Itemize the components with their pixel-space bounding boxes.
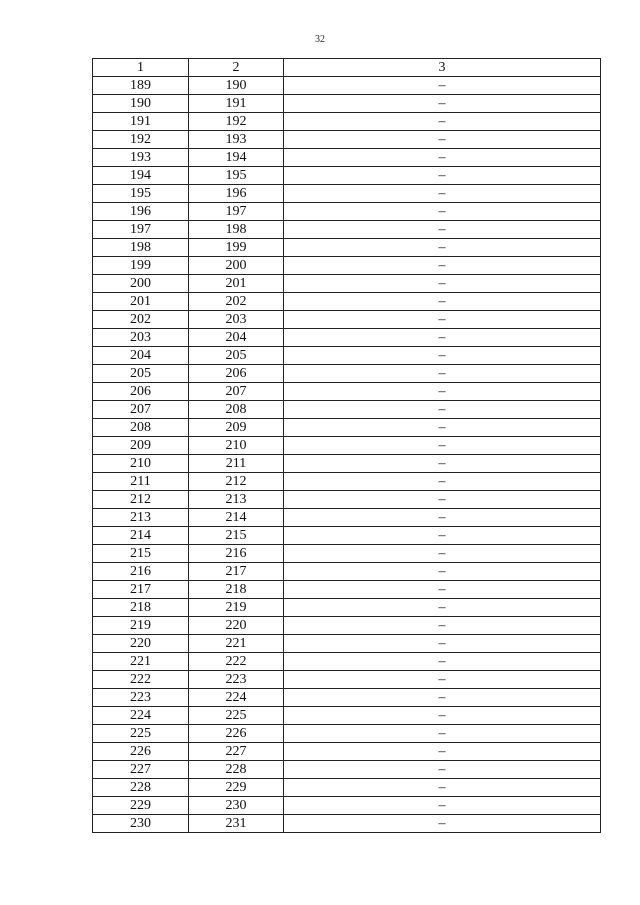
table-row xyxy=(93,635,601,653)
table-row xyxy=(93,329,601,347)
table-cell-col1: 207 xyxy=(93,401,189,419)
table-cell-col2: 220 xyxy=(189,617,284,635)
table-row xyxy=(93,293,601,311)
table-cell-col2: 216 xyxy=(189,545,284,563)
table-cell-col1: 206 xyxy=(93,383,189,401)
table-cell-col3: – xyxy=(284,401,601,419)
table-cell-col1: 225 xyxy=(93,725,189,743)
table-cell-col1: 200 xyxy=(93,275,189,293)
table-cell-col1: 228 xyxy=(93,779,189,797)
table-cell-col2: 196 xyxy=(189,185,284,203)
table-cell-col3: – xyxy=(284,419,601,437)
table-cell-col1: 221 xyxy=(93,653,189,671)
table-cell-col1: 214 xyxy=(93,527,189,545)
table-cell-col1: 216 xyxy=(93,563,189,581)
table-cell-col1: 213 xyxy=(93,509,189,527)
table-cell-col2: 215 xyxy=(189,527,284,545)
table-cell-col3: – xyxy=(284,185,601,203)
table-cell-col1: 230 xyxy=(93,815,189,833)
table-row xyxy=(93,725,601,743)
table-row xyxy=(93,77,601,95)
column-header-1: 1 xyxy=(93,59,189,77)
table-row xyxy=(93,95,601,113)
table-cell-col3: – xyxy=(284,707,601,725)
table-cell-col2: 222 xyxy=(189,653,284,671)
table-row xyxy=(93,689,601,707)
table-cell-col1: 226 xyxy=(93,743,189,761)
table-row xyxy=(93,671,601,689)
table-cell-col3: – xyxy=(284,113,601,131)
table-cell-col2: 203 xyxy=(189,311,284,329)
table-cell-col1: 208 xyxy=(93,419,189,437)
table-cell-col2: 210 xyxy=(189,437,284,455)
table-cell-col3: – xyxy=(284,635,601,653)
table-row xyxy=(93,311,601,329)
table-row xyxy=(93,221,601,239)
table-cell-col2: 190 xyxy=(189,77,284,95)
table-cell-col3: – xyxy=(284,527,601,545)
table-cell-col3: – xyxy=(284,203,601,221)
table-cell-col1: 205 xyxy=(93,365,189,383)
table-cell-col1: 202 xyxy=(93,311,189,329)
table-cell-col3: – xyxy=(284,149,601,167)
table-cell-col1: 195 xyxy=(93,185,189,203)
header-row xyxy=(93,59,601,77)
table-cell-col2: 219 xyxy=(189,599,284,617)
table-cell-col3: – xyxy=(284,311,601,329)
table-cell-col3: – xyxy=(284,689,601,707)
table-cell-col2: 192 xyxy=(189,113,284,131)
table-cell-col2: 194 xyxy=(189,149,284,167)
table-cell-col2: 202 xyxy=(189,293,284,311)
table-cell-col3: – xyxy=(284,779,601,797)
table-row xyxy=(93,509,601,527)
table-cell-col2: 225 xyxy=(189,707,284,725)
table-cell-col2: 195 xyxy=(189,167,284,185)
column-header-3: 3 xyxy=(284,59,601,77)
table-cell-col1: 209 xyxy=(93,437,189,455)
table-body xyxy=(93,77,601,833)
table-cell-col1: 204 xyxy=(93,347,189,365)
table-cell-col3: – xyxy=(284,77,601,95)
table-cell-col3: – xyxy=(284,617,601,635)
table-cell-col1: 229 xyxy=(93,797,189,815)
table-cell-col1: 222 xyxy=(93,671,189,689)
table-cell-col2: 208 xyxy=(189,401,284,419)
table-row xyxy=(93,581,601,599)
table-row xyxy=(93,383,601,401)
table-cell-col3: – xyxy=(284,743,601,761)
table-row xyxy=(93,365,601,383)
table-cell-col3: – xyxy=(284,563,601,581)
page-number: 32 xyxy=(315,34,325,45)
table-cell-col1: 198 xyxy=(93,239,189,257)
table-row xyxy=(93,185,601,203)
table-row xyxy=(93,707,601,725)
table-row xyxy=(93,167,601,185)
table-row xyxy=(93,419,601,437)
table-cell-col3: – xyxy=(284,491,601,509)
table-row xyxy=(93,527,601,545)
table-cell-col1: 211 xyxy=(93,473,189,491)
table-cell-col1: 203 xyxy=(93,329,189,347)
table-cell-col2: 213 xyxy=(189,491,284,509)
table-cell-col3: – xyxy=(284,671,601,689)
table-cell-col3: – xyxy=(284,797,601,815)
table-cell-col1: 191 xyxy=(93,113,189,131)
table-cell-col3: – xyxy=(284,599,601,617)
table-cell-col1: 201 xyxy=(93,293,189,311)
table-row xyxy=(93,275,601,293)
table-cell-col3: – xyxy=(284,293,601,311)
table-row xyxy=(93,455,601,473)
table-cell-col3: – xyxy=(284,95,601,113)
table-cell-col3: – xyxy=(284,239,601,257)
table-cell-col3: – xyxy=(284,509,601,527)
table-cell-col1: 194 xyxy=(93,167,189,185)
table-cell-col1: 215 xyxy=(93,545,189,563)
table-row xyxy=(93,815,601,833)
table-cell-col2: 207 xyxy=(189,383,284,401)
table-cell-col3: – xyxy=(284,437,601,455)
table-row xyxy=(93,761,601,779)
table-cell-col2: 223 xyxy=(189,671,284,689)
table-cell-col2: 206 xyxy=(189,365,284,383)
table-row xyxy=(93,257,601,275)
table-cell-col2: 218 xyxy=(189,581,284,599)
table-cell-col3: – xyxy=(284,581,601,599)
table-cell-col2: 227 xyxy=(189,743,284,761)
table-cell-col2: 217 xyxy=(189,563,284,581)
table-cell-col3: – xyxy=(284,275,601,293)
table-cell-col3: – xyxy=(284,725,601,743)
table-cell-col3: – xyxy=(284,365,601,383)
table-row xyxy=(93,599,601,617)
table-cell-col2: 221 xyxy=(189,635,284,653)
table-row xyxy=(93,779,601,797)
table-cell-col1: 196 xyxy=(93,203,189,221)
table-row xyxy=(93,131,601,149)
table-cell-col1: 212 xyxy=(93,491,189,509)
table-cell-col1: 223 xyxy=(93,689,189,707)
table-cell-col2: 224 xyxy=(189,689,284,707)
table-cell-col2: 226 xyxy=(189,725,284,743)
table-cell-col2: 200 xyxy=(189,257,284,275)
table-row xyxy=(93,473,601,491)
table-cell-col3: – xyxy=(284,329,601,347)
table-cell-col2: 211 xyxy=(189,455,284,473)
table-cell-col3: – xyxy=(284,815,601,833)
table-cell-col1: 210 xyxy=(93,455,189,473)
table-cell-col1: 224 xyxy=(93,707,189,725)
table-cell-col2: 214 xyxy=(189,509,284,527)
table-cell-col1: 227 xyxy=(93,761,189,779)
table-cell-col1: 220 xyxy=(93,635,189,653)
table-cell-col3: – xyxy=(284,653,601,671)
table-cell-col2: 204 xyxy=(189,329,284,347)
table-cell-col1: 190 xyxy=(93,95,189,113)
table-row xyxy=(93,563,601,581)
table-row xyxy=(93,149,601,167)
table-cell-col3: – xyxy=(284,257,601,275)
table-cell-col2: 205 xyxy=(189,347,284,365)
table-row xyxy=(93,653,601,671)
table-cell-col3: – xyxy=(284,545,601,563)
table-row xyxy=(93,743,601,761)
table-cell-col3: – xyxy=(284,383,601,401)
table-cell-col2: 231 xyxy=(189,815,284,833)
table-row xyxy=(93,437,601,455)
table-row xyxy=(93,617,601,635)
table-cell-col1: 197 xyxy=(93,221,189,239)
table-cell-col3: – xyxy=(284,221,601,239)
table-cell-col1: 189 xyxy=(93,77,189,95)
table-cell-col2: 197 xyxy=(189,203,284,221)
table-cell-col2: 199 xyxy=(189,239,284,257)
table-cell-col1: 218 xyxy=(93,599,189,617)
data-table xyxy=(92,58,601,833)
table-cell-col2: 201 xyxy=(189,275,284,293)
table-row xyxy=(93,239,601,257)
table-cell-col1: 192 xyxy=(93,131,189,149)
table-cell-col1: 199 xyxy=(93,257,189,275)
table-cell-col1: 219 xyxy=(93,617,189,635)
table-cell-col1: 217 xyxy=(93,581,189,599)
table-row xyxy=(93,545,601,563)
table-row xyxy=(93,203,601,221)
table-row xyxy=(93,797,601,815)
column-header-2: 2 xyxy=(189,59,284,77)
table-cell-col1: 193 xyxy=(93,149,189,167)
table-cell-col3: – xyxy=(284,131,601,149)
table-row xyxy=(93,491,601,509)
table-cell-col2: 198 xyxy=(189,221,284,239)
table-cell-col2: 209 xyxy=(189,419,284,437)
table-cell-col2: 230 xyxy=(189,797,284,815)
table-cell-col2: 191 xyxy=(189,95,284,113)
table-cell-col3: – xyxy=(284,455,601,473)
table-row xyxy=(93,401,601,419)
table-cell-col2: 229 xyxy=(189,779,284,797)
table-cell-col3: – xyxy=(284,347,601,365)
table-cell-col3: – xyxy=(284,761,601,779)
table-row xyxy=(93,347,601,365)
table-cell-col3: – xyxy=(284,167,601,185)
table-row xyxy=(93,113,601,131)
table-cell-col3: – xyxy=(284,473,601,491)
table-cell-col2: 228 xyxy=(189,761,284,779)
table-cell-col2: 193 xyxy=(189,131,284,149)
table-cell-col2: 212 xyxy=(189,473,284,491)
